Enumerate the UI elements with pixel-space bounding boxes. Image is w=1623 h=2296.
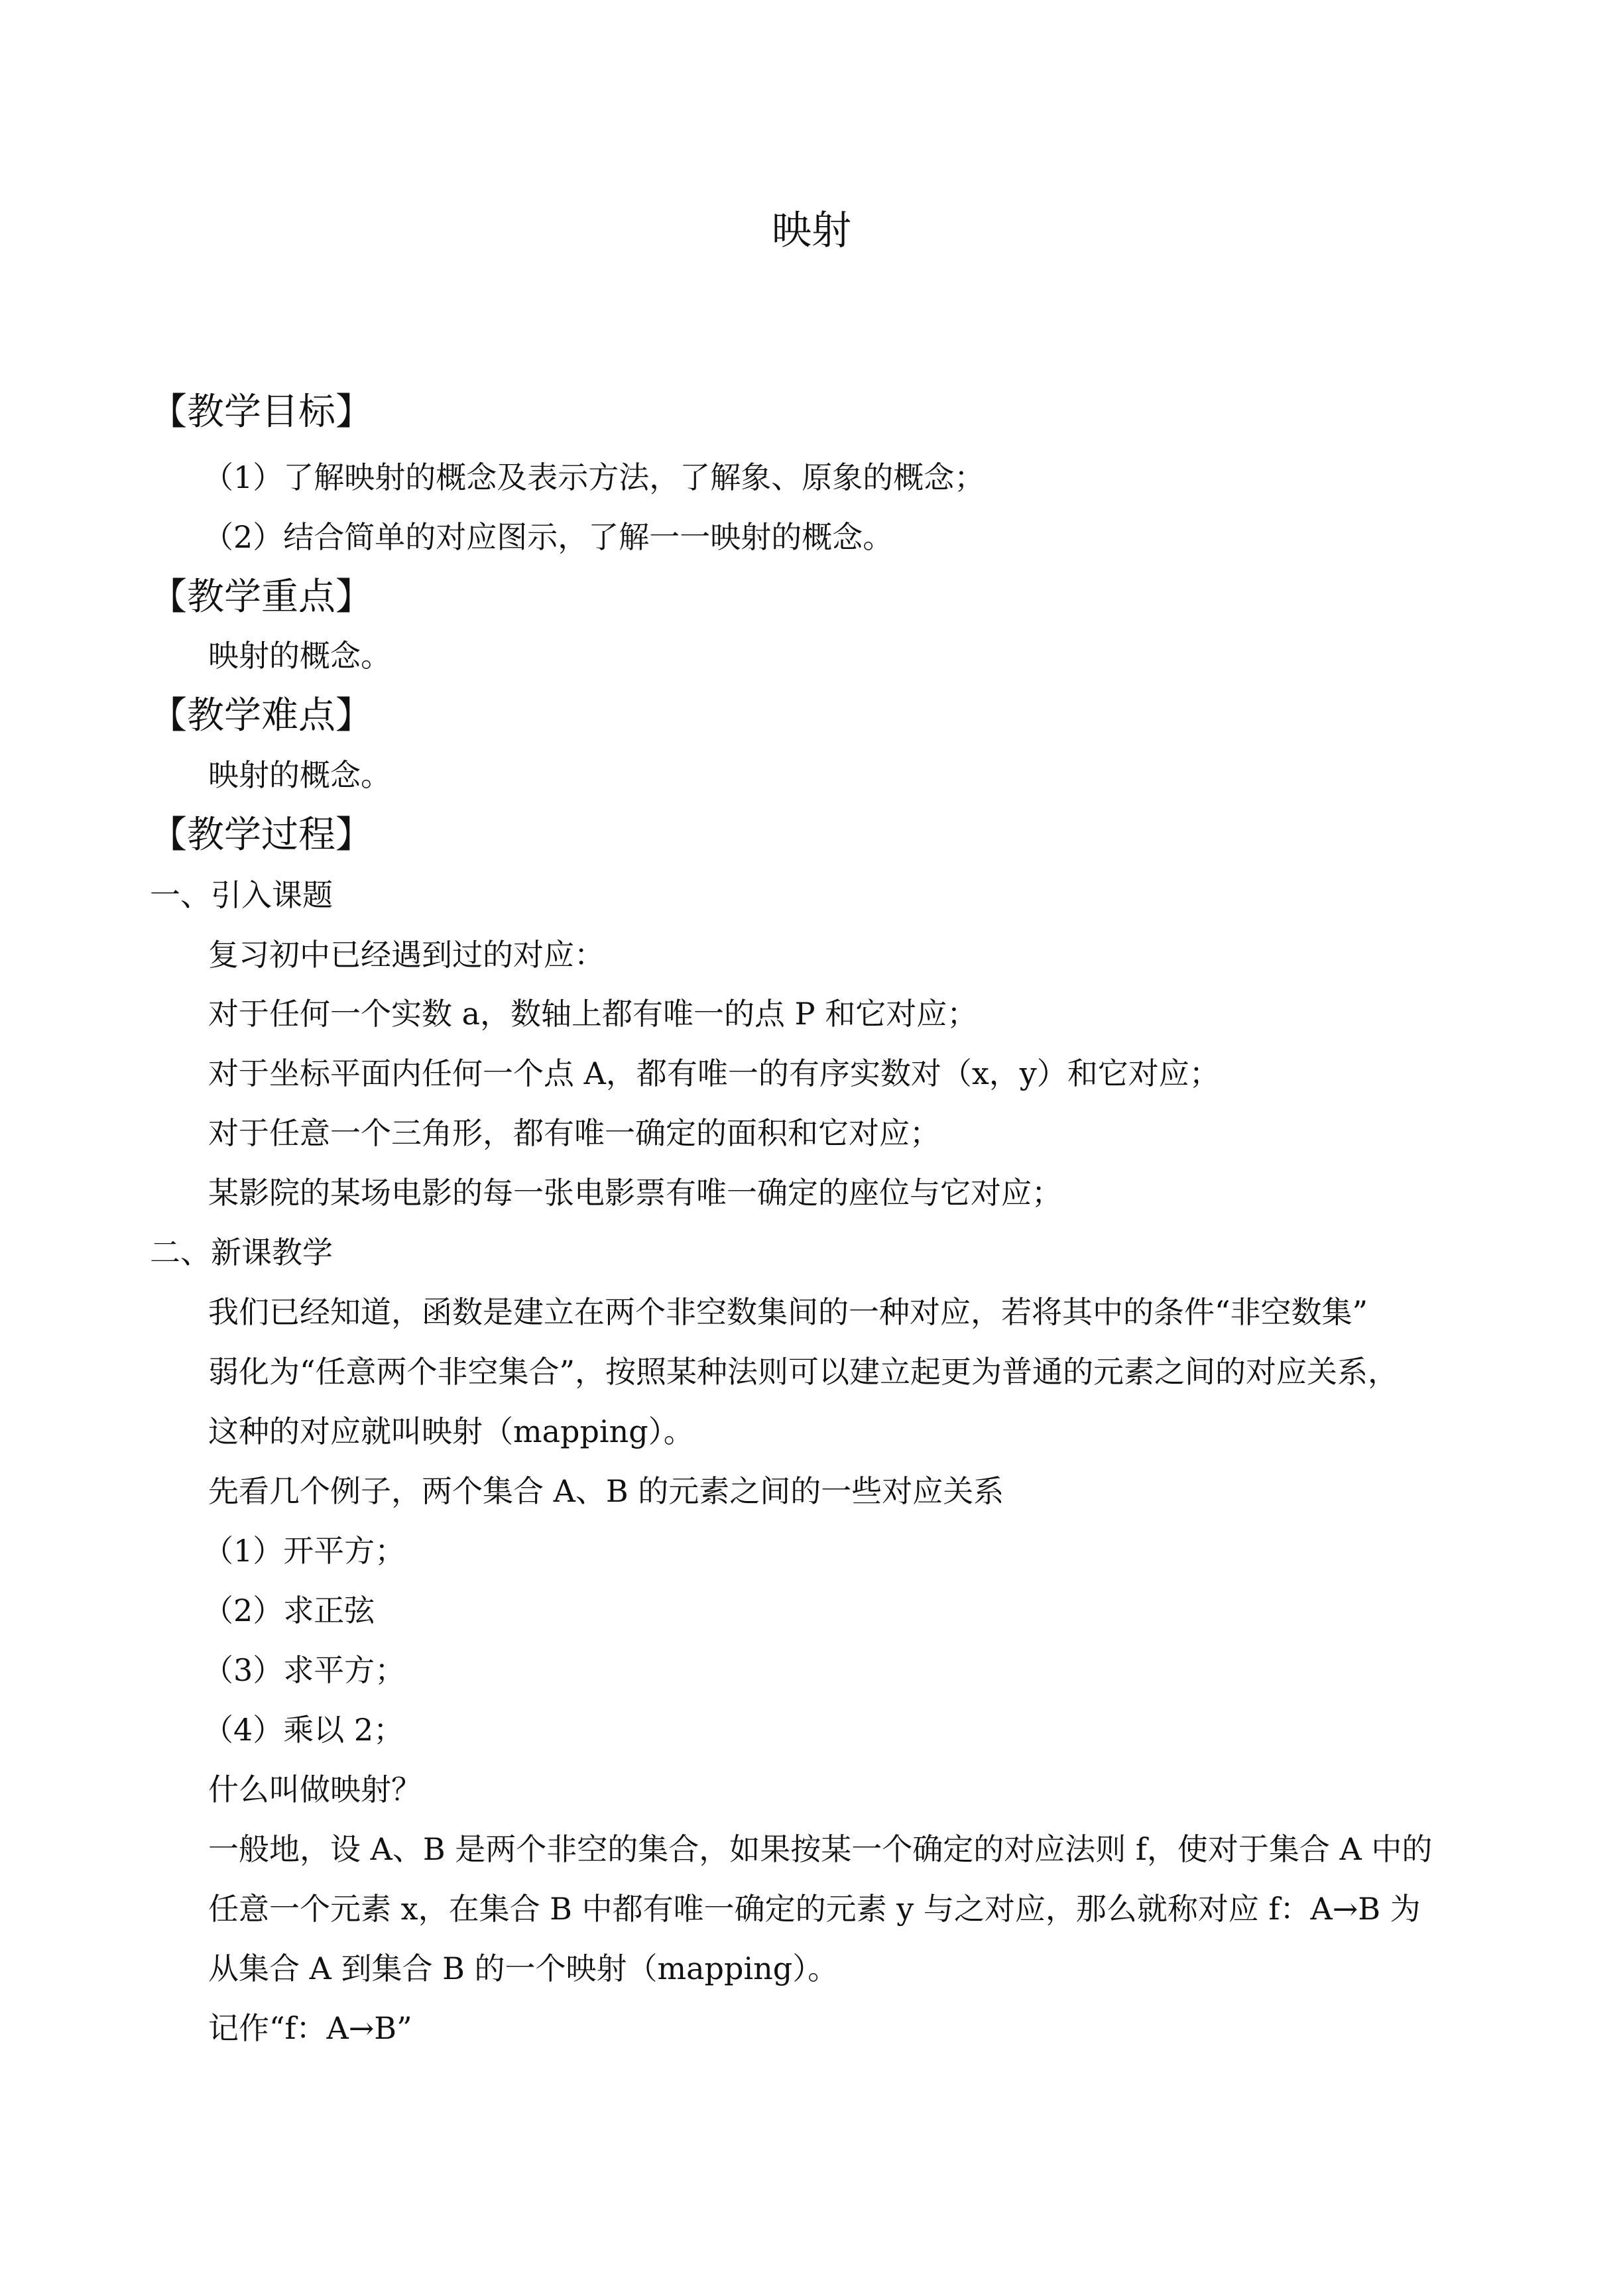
part1-line-2: 对于任何一个实数 a，数轴上都有唯一的点 P 和它对应；	[208, 996, 978, 1032]
section-heading-key-point: 【教学重点】	[150, 575, 373, 619]
part2-intro-line-2: 弱化为“任意两个非空集合”，按照某种法则可以建立起更为普通的元素之间的对应关系，	[208, 1354, 1399, 1390]
key-point-text: 映射的概念。	[208, 638, 391, 674]
part2-heading: 二、新课教学	[150, 1235, 333, 1270]
part2-intro-line-1: 我们已经知道，函数是建立在两个非空数集间的一种对应，若将其中的条件“非空数集”	[208, 1294, 1368, 1330]
definition-line-1: 一般地，设 A、B 是两个非空的集合，如果按某一个确定的对应法则 f，使对于集合 A 中的	[208, 1831, 1433, 1867]
definition-line-2: 任意一个元素 x，在集合 B 中都有唯一确定的元素 y 与之对应，那么就称对应 f：A→B 为	[208, 1891, 1421, 1927]
part2-intro-line-3: 这种的对应就叫映射（mapping）。	[208, 1414, 694, 1449]
section-heading-objectives: 【教学目标】	[150, 391, 373, 434]
example-item-2: （2）求正弦	[203, 1593, 375, 1628]
example-item-1: （1）开平方；	[203, 1533, 406, 1569]
part1-line-1: 复习初中已经遇到过的对应：	[208, 937, 605, 973]
question-text: 什么叫做映射？	[208, 1772, 422, 1807]
difficulty-text: 映射的概念。	[208, 757, 391, 793]
example-item-4: （4）乘以 2；	[203, 1712, 404, 1748]
definition-line-4: 记作“f：A→B”	[208, 2010, 412, 2046]
part1-line-5: 某影院的某场电影的每一张电影票有唯一确定的座位与它对应；	[208, 1175, 1062, 1211]
page-title: 映射	[772, 208, 851, 254]
objective-item-2: （2）结合简单的对应图示，了解一一映射的概念。	[203, 519, 894, 555]
part2-intro-line-4: 先看几个例子，两个集合 A、B 的元素之间的一些对应关系	[208, 1473, 1004, 1509]
part1-heading: 一、引入课题	[150, 877, 333, 913]
part1-line-3: 对于坐标平面内任何一个点 A，都有唯一的有序实数对（x，y）和它对应；	[208, 1056, 1220, 1091]
definition-line-3: 从集合 A 到集合 B 的一个映射（mapping）。	[208, 1951, 839, 1986]
section-heading-difficulty: 【教学难点】	[150, 694, 373, 737]
example-item-3: （3）求平方；	[203, 1652, 406, 1688]
objective-item-1: （1）了解映射的概念及表示方法，了解象、原象的概念；	[203, 459, 985, 495]
part1-line-4: 对于任意一个三角形，都有唯一确定的面积和它对应；	[208, 1115, 940, 1151]
section-heading-process: 【教学过程】	[150, 814, 373, 857]
